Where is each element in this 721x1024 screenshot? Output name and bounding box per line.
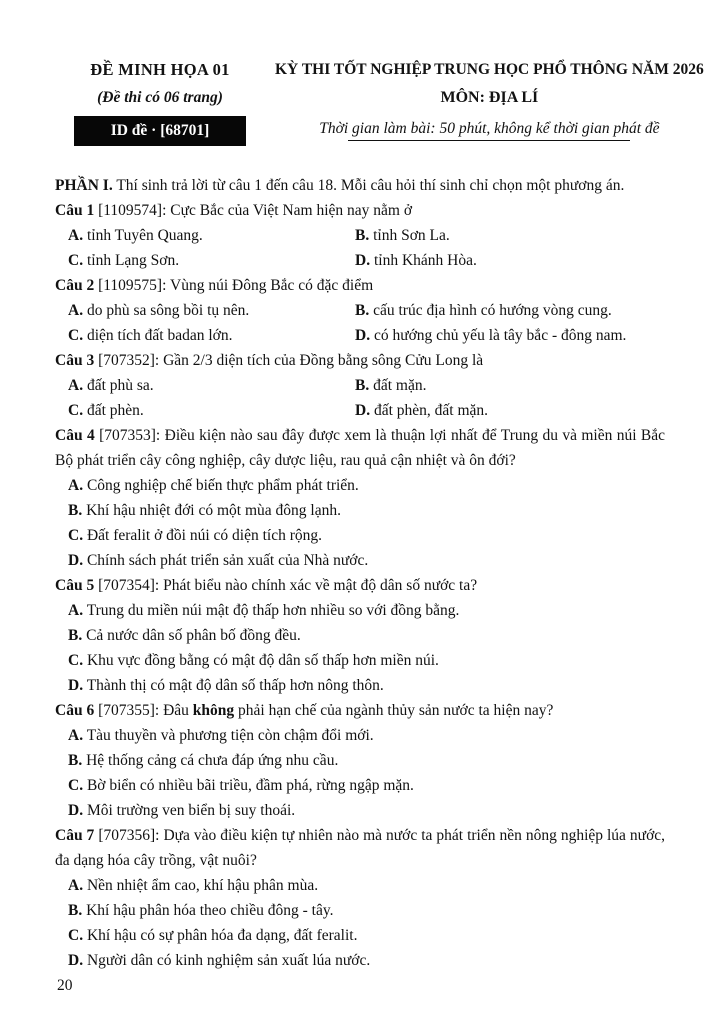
- option-label: B.: [355, 377, 370, 394]
- option-label: A.: [68, 877, 84, 894]
- question-7: [55, 823, 665, 973]
- option-label: A.: [68, 227, 84, 244]
- question-id: [1109575]:: [98, 277, 167, 294]
- option-7-B: [68, 898, 665, 923]
- question-1-text: [55, 198, 665, 223]
- exam-body: [55, 173, 665, 973]
- question-text-bold: không: [192, 702, 235, 719]
- question-6: [55, 698, 665, 823]
- question-3-text: [55, 348, 665, 373]
- question-id: [707356]:: [98, 827, 160, 844]
- question-3-options: [55, 373, 665, 423]
- option-text: Bờ biển có nhiều bãi triều, đầm phá, rừng ngập mặn.: [86, 777, 414, 794]
- question-6-options: [55, 723, 665, 823]
- exam-code-block: [55, 60, 265, 146]
- option-text: tỉnh Khánh Hòa.: [373, 252, 477, 269]
- question-label: Câu 1: [55, 202, 95, 219]
- option-2-B: [355, 298, 665, 323]
- option-label: D.: [68, 952, 84, 969]
- option-label: B.: [355, 302, 370, 319]
- option-1-B: [355, 223, 665, 248]
- option-label: C.: [68, 652, 84, 669]
- option-label: D.: [68, 677, 84, 694]
- option-label: D.: [355, 252, 371, 269]
- option-label: A.: [68, 377, 84, 394]
- option-6-A: [68, 723, 665, 748]
- question-2-options: [55, 298, 665, 348]
- option-text: Trung du miền núi mật độ thấp hơn nhiều so với đồng bằng.: [86, 602, 460, 619]
- option-text: Hệ thống cảng cá chưa đáp ứng nhu cầu.: [86, 752, 339, 769]
- option-4-A: [68, 473, 665, 498]
- option-text: Khí hậu có sự phân hóa đa dạng, đất feralit.: [86, 927, 358, 944]
- question-label: Câu 2: [55, 277, 95, 294]
- option-text: Cả nước dân số phân bố đồng đều.: [86, 627, 301, 644]
- option-text: có hướng chủ yếu là tây bắc - đông nam.: [373, 327, 627, 344]
- option-label: D.: [355, 402, 371, 419]
- part-text: Thí sinh trả lời từ câu 1 đến câu 18. Mỗi câu hỏi thí sinh chỉ chọn một phương án.: [116, 177, 625, 194]
- option-text: Nền nhiệt ẩm cao, khí hậu phân mùa.: [86, 877, 319, 894]
- question-2-text: [55, 273, 665, 298]
- option-label: D.: [68, 552, 84, 569]
- option-label: B.: [355, 227, 370, 244]
- option-label: A.: [68, 302, 84, 319]
- option-label: A.: [68, 477, 84, 494]
- part-1-instructions: [55, 173, 665, 198]
- option-2-A: [68, 298, 355, 323]
- option-label: C.: [68, 402, 84, 419]
- option-text: diện tích đất badan lớn.: [86, 327, 233, 344]
- option-3-C: [68, 398, 355, 423]
- question-7-options: [55, 873, 665, 973]
- option-text: Khí hậu phân hóa theo chiều đông - tây.: [86, 902, 334, 919]
- option-label: C.: [68, 777, 84, 794]
- option-3-A: [68, 373, 355, 398]
- page-number: 20: [57, 977, 73, 994]
- option-text: Khu vực đồng bằng có mật độ dân số thấp hơn miền núi.: [86, 652, 439, 669]
- option-text: Chính sách phát triển sản xuất của Nhà nước.: [86, 552, 369, 569]
- option-5-C: [68, 648, 665, 673]
- question-label: Câu 6: [55, 702, 95, 719]
- question-text: Cực Bắc của Việt Nam hiện nay nằm ở: [170, 202, 413, 219]
- question-3: [55, 348, 665, 423]
- question-label: Câu 7: [55, 827, 95, 844]
- option-7-C: [68, 923, 665, 948]
- option-4-B: [68, 498, 665, 523]
- option-text: Người dân có kinh nghiệm sản xuất lúa nước.: [86, 952, 371, 969]
- option-3-B: [355, 373, 665, 398]
- question-text: phải hạn chế của ngành thủy sản nước ta hiện nay?: [238, 702, 554, 719]
- question-text: Gần 2/3 diện tích của Đồng bằng sông Cửu Long là: [163, 352, 484, 369]
- question-6-text: [55, 698, 665, 723]
- option-label: D.: [355, 327, 371, 344]
- option-label: A.: [68, 602, 84, 619]
- option-1-D: [355, 248, 665, 273]
- question-4: [55, 423, 665, 573]
- question-id: [707354]:: [98, 577, 160, 594]
- exam-title-block: [265, 60, 704, 141]
- question-text: Phát biểu nào chính xác về mật độ dân số nước ta?: [163, 577, 478, 594]
- option-text: đất phèn, đất mặn.: [373, 402, 489, 419]
- question-7-text: [55, 823, 665, 873]
- question-id: [707352]:: [98, 352, 160, 369]
- option-text: đất phèn.: [86, 402, 144, 419]
- question-1-options: [55, 223, 665, 273]
- option-4-D: [68, 548, 665, 573]
- option-label: B.: [68, 627, 83, 644]
- option-text: do phù sa sông bồi tụ nên.: [86, 302, 250, 319]
- exam-id-box: ID đề · [68701]: [74, 116, 246, 146]
- option-label: B.: [68, 502, 83, 519]
- option-2-C: [68, 323, 355, 348]
- question-5-text: [55, 573, 665, 598]
- exam-pages-note: (Đề thi có 06 trang): [97, 89, 223, 106]
- question-id: [707353]:: [99, 427, 161, 444]
- option-label: C.: [68, 527, 84, 544]
- option-text: Công nghiệp chế biến thực phẩm phát triển.: [86, 477, 359, 494]
- exam-code-title: ĐỀ MINH HỌA 01: [90, 60, 230, 79]
- option-5-A: [68, 598, 665, 623]
- option-text: đất phù sa.: [86, 377, 154, 394]
- option-5-B: [68, 623, 665, 648]
- option-text: Đất feralit ở đồi núi có diện tích rộng.: [86, 527, 322, 544]
- option-label: C.: [68, 927, 84, 944]
- option-1-C: [68, 248, 355, 273]
- option-5-D: [68, 673, 665, 698]
- option-label: B.: [68, 902, 83, 919]
- option-text: tỉnh Sơn La.: [373, 227, 450, 244]
- option-label: A.: [68, 727, 84, 744]
- question-4-options: [55, 473, 665, 573]
- option-label: C.: [68, 252, 84, 269]
- option-text: Thành thị có mật độ dân số thấp hơn nông thôn.: [86, 677, 384, 694]
- option-6-D: [68, 798, 665, 823]
- question-5-options: [55, 598, 665, 698]
- part-label: PHẦN I.: [55, 177, 113, 194]
- exam-header: [55, 60, 704, 146]
- option-3-D: [355, 398, 665, 423]
- option-text: cấu trúc địa hình có hướng vòng cung.: [373, 302, 612, 319]
- question-label: Câu 5: [55, 577, 95, 594]
- option-7-A: [68, 873, 665, 898]
- option-label: C.: [68, 327, 84, 344]
- option-1-A: [68, 223, 355, 248]
- option-2-D: [355, 323, 665, 348]
- option-4-C: [68, 523, 665, 548]
- question-label: Câu 4: [55, 427, 95, 444]
- option-6-B: [68, 748, 665, 773]
- option-text: Môi trường ven biển bị suy thoái.: [86, 802, 296, 819]
- question-2: [55, 273, 665, 348]
- question-4-text: [55, 423, 665, 473]
- option-text: tỉnh Tuyên Quang.: [86, 227, 203, 244]
- duration-underline: [348, 140, 630, 141]
- option-text: đất mặn.: [373, 377, 427, 394]
- exam-title: KỲ THI TỐT NGHIỆP TRUNG HỌC PHỔ THÔNG NĂM 2026: [275, 61, 704, 78]
- question-id: [707355]:: [98, 702, 160, 719]
- option-7-D: [68, 948, 665, 973]
- question-text: Vùng núi Đông Bắc có đặc điểm: [170, 277, 374, 294]
- question-id: [1109574]:: [98, 202, 167, 219]
- question-text: Dựa vào điều kiện tự nhiên nào mà nước ta phát triển nền nông nghiệp lúa nước, đa dạng hóa cây trồng, vật nuôi?: [55, 827, 666, 869]
- question-label: Câu 3: [55, 352, 95, 369]
- question-1: [55, 198, 665, 273]
- option-label: B.: [68, 752, 83, 769]
- option-6-C: [68, 773, 665, 798]
- question-5: [55, 573, 665, 698]
- question-text: Điều kiện nào sau đây được xem là thuận lợi nhất để Trung du và miền núi Bắc Bộ phát triển cây công nghiệp, cây dược liệu, rau quả cận nhiệt và ôn đới?: [55, 427, 666, 469]
- option-label: D.: [68, 802, 84, 819]
- question-text: Đâu: [163, 702, 189, 719]
- exam-subject: MÔN: ĐỊA LÍ: [440, 89, 539, 106]
- option-text: Khí hậu nhiệt đới có một mùa đông lạnh.: [86, 502, 341, 519]
- option-text: tỉnh Lạng Sơn.: [86, 252, 180, 269]
- option-text: Tàu thuyền và phương tiện còn chậm đổi mới.: [86, 727, 374, 744]
- exam-duration: Thời gian làm bài: 50 phút, không kể thời gian phát đề: [319, 120, 660, 137]
